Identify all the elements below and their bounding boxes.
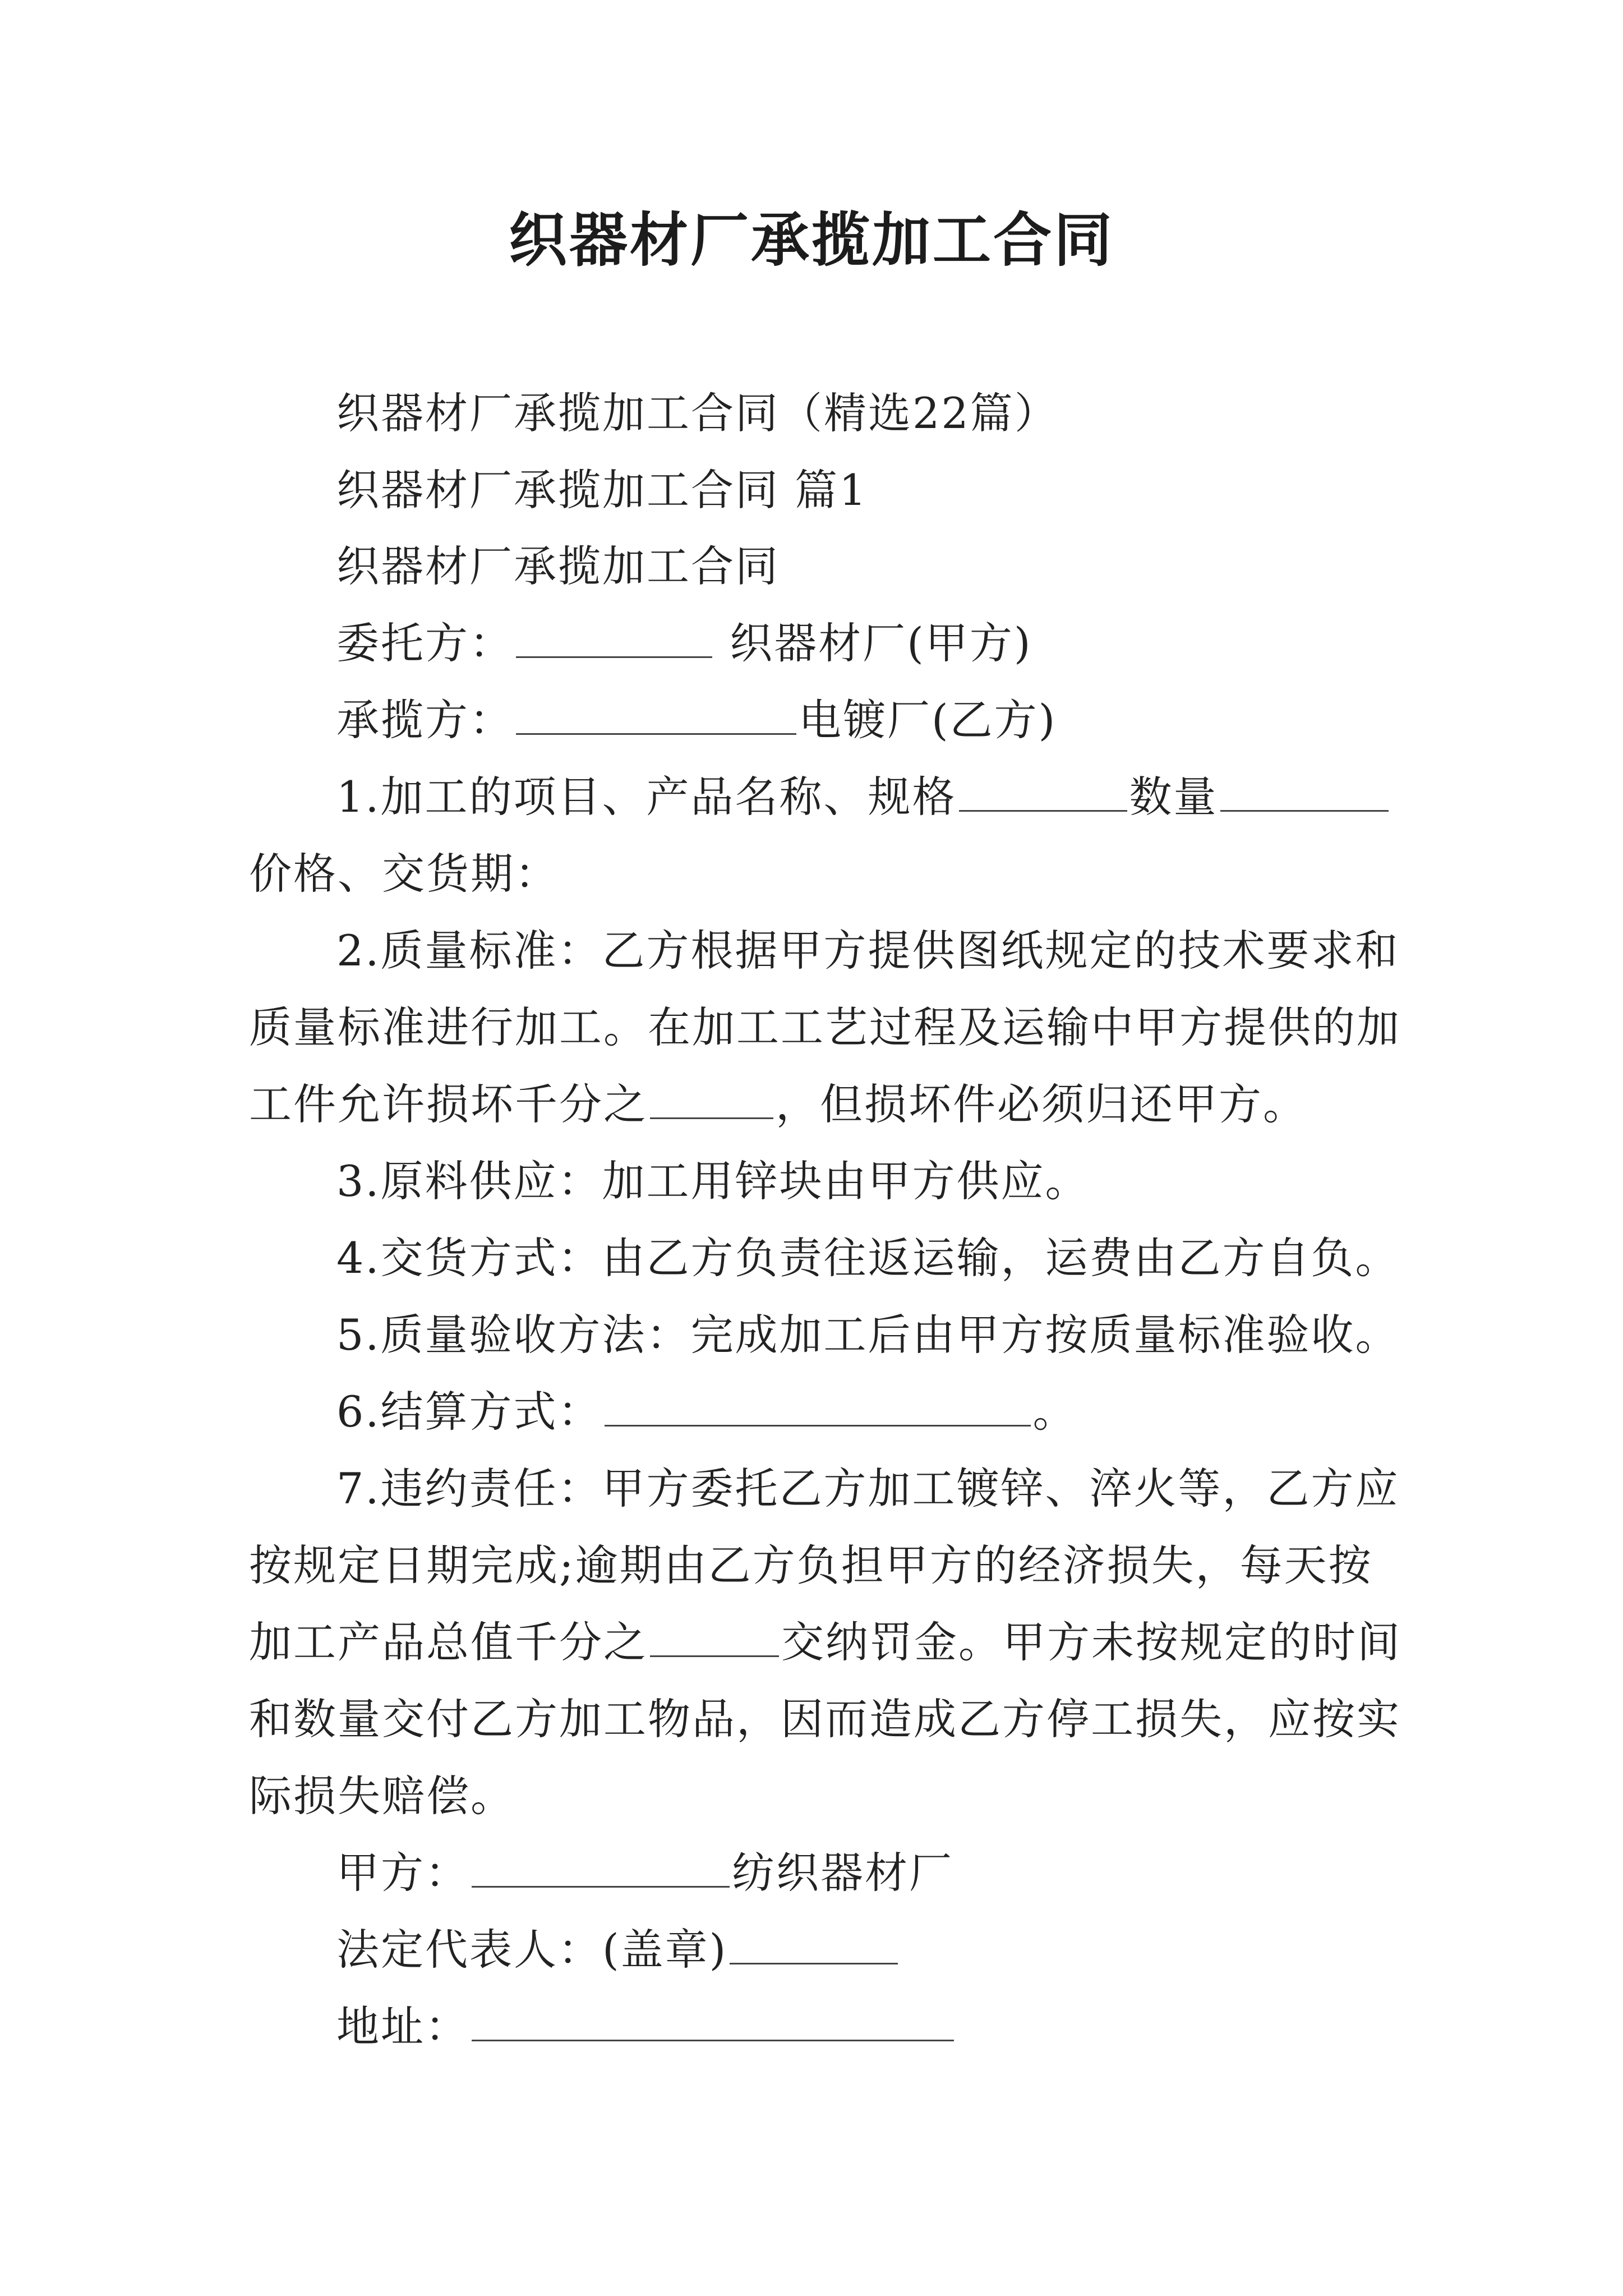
clause-2-line-1: 2.质量标准：乙方根据甲方提供图纸规定的技术要求和: [336, 926, 1400, 976]
address-line: [336, 1999, 956, 2055]
document-subtitle: 织器材厂承揽加工合同（精选22篇）: [336, 388, 1059, 438]
clause-6-text-a: 6.结算方式：: [336, 1387, 602, 1437]
clause-7-line-5: 际损失赔偿。: [249, 1771, 515, 1821]
party-a-blank: [472, 1851, 730, 1888]
clause-7-text-c: 加工产品总值千分之: [249, 1617, 648, 1667]
clause-7-line-4: 和数量交付乙方加工物品，因而造成乙方停工损失，应按实: [249, 1694, 1401, 1744]
legal-representative-label: 法定代表人：(盖章): [336, 1925, 728, 1975]
party-a-label: 甲方：: [336, 1848, 469, 1898]
section-heading: 织器材厂承揽加工合同 篇1: [336, 465, 868, 515]
address-blank: [472, 2005, 954, 2041]
client-name-blank: [516, 622, 712, 658]
clause-2-line-3: [249, 1076, 1307, 1133]
clause-5: 5.质量验收方法：完成加工后由甲方按质量标准验收。: [336, 1310, 1400, 1360]
clause-2-text-d: ，但损坏件必须归还甲方。: [776, 1079, 1307, 1129]
legal-representative-blank: [730, 1928, 898, 1964]
clause-2-line-2: 质量标准进行加工。在加工工艺过程及运输中甲方提供的加: [249, 1002, 1401, 1052]
clause-1-line-1: [336, 769, 1391, 825]
clause-7-line-3: [249, 1614, 1401, 1671]
settlement-blank: [605, 1390, 1031, 1427]
damage-rate-blank: [650, 1083, 773, 1119]
clause-7-line-2: 按规定日期完成;逾期由乙方负担甲方的经济损失，每天按: [249, 1540, 1373, 1590]
client-suffix: 织器材厂(甲方): [730, 618, 1032, 668]
party-a-signature-line: [336, 1845, 953, 1901]
party-a-suffix: 纺织器材厂: [732, 1848, 953, 1898]
quantity-blank: [1220, 775, 1389, 812]
document-title: 织器材厂承揽加工合同: [508, 205, 1114, 274]
clause-1-text-b: 数量: [1129, 772, 1218, 822]
clause-4: 4.交货方式：由乙方负责往返运输，运费由乙方自负。: [336, 1233, 1400, 1283]
clause-1-text-a: 1.加工的项目、产品名称、规格: [336, 772, 957, 822]
client-line: [336, 615, 1032, 671]
clause-1-line-2: 价格、交货期：: [249, 849, 559, 899]
clause-3: 3.原料供应：加工用锌块由甲方供应。: [336, 1156, 1090, 1206]
contractor-suffix: 电镀厂(乙方): [799, 695, 1057, 745]
client-label: 委托方：: [336, 618, 514, 668]
clause-6: [336, 1384, 1077, 1440]
contractor-label: 承揽方：: [336, 695, 514, 745]
contractor-name-blank: [516, 698, 796, 735]
penalty-rate-blank: [650, 1621, 779, 1657]
contractor-line: [336, 692, 1057, 748]
clause-2-text-c: 工件允许损坏千分之: [249, 1079, 648, 1129]
clause-7-text-d: 交纳罚金。甲方未按规定的时间: [781, 1617, 1401, 1667]
address-label: 地址：: [336, 2001, 469, 2051]
contract-name: 织器材厂承揽加工合同: [336, 541, 780, 591]
clause-7-line-1: 7.违约责任：甲方委托乙方加工镀锌、淬火等，乙方应: [336, 1464, 1400, 1513]
clause-6-text-b: 。: [1032, 1387, 1077, 1437]
legal-representative-line: [336, 1922, 900, 1978]
spec-blank: [959, 775, 1127, 812]
